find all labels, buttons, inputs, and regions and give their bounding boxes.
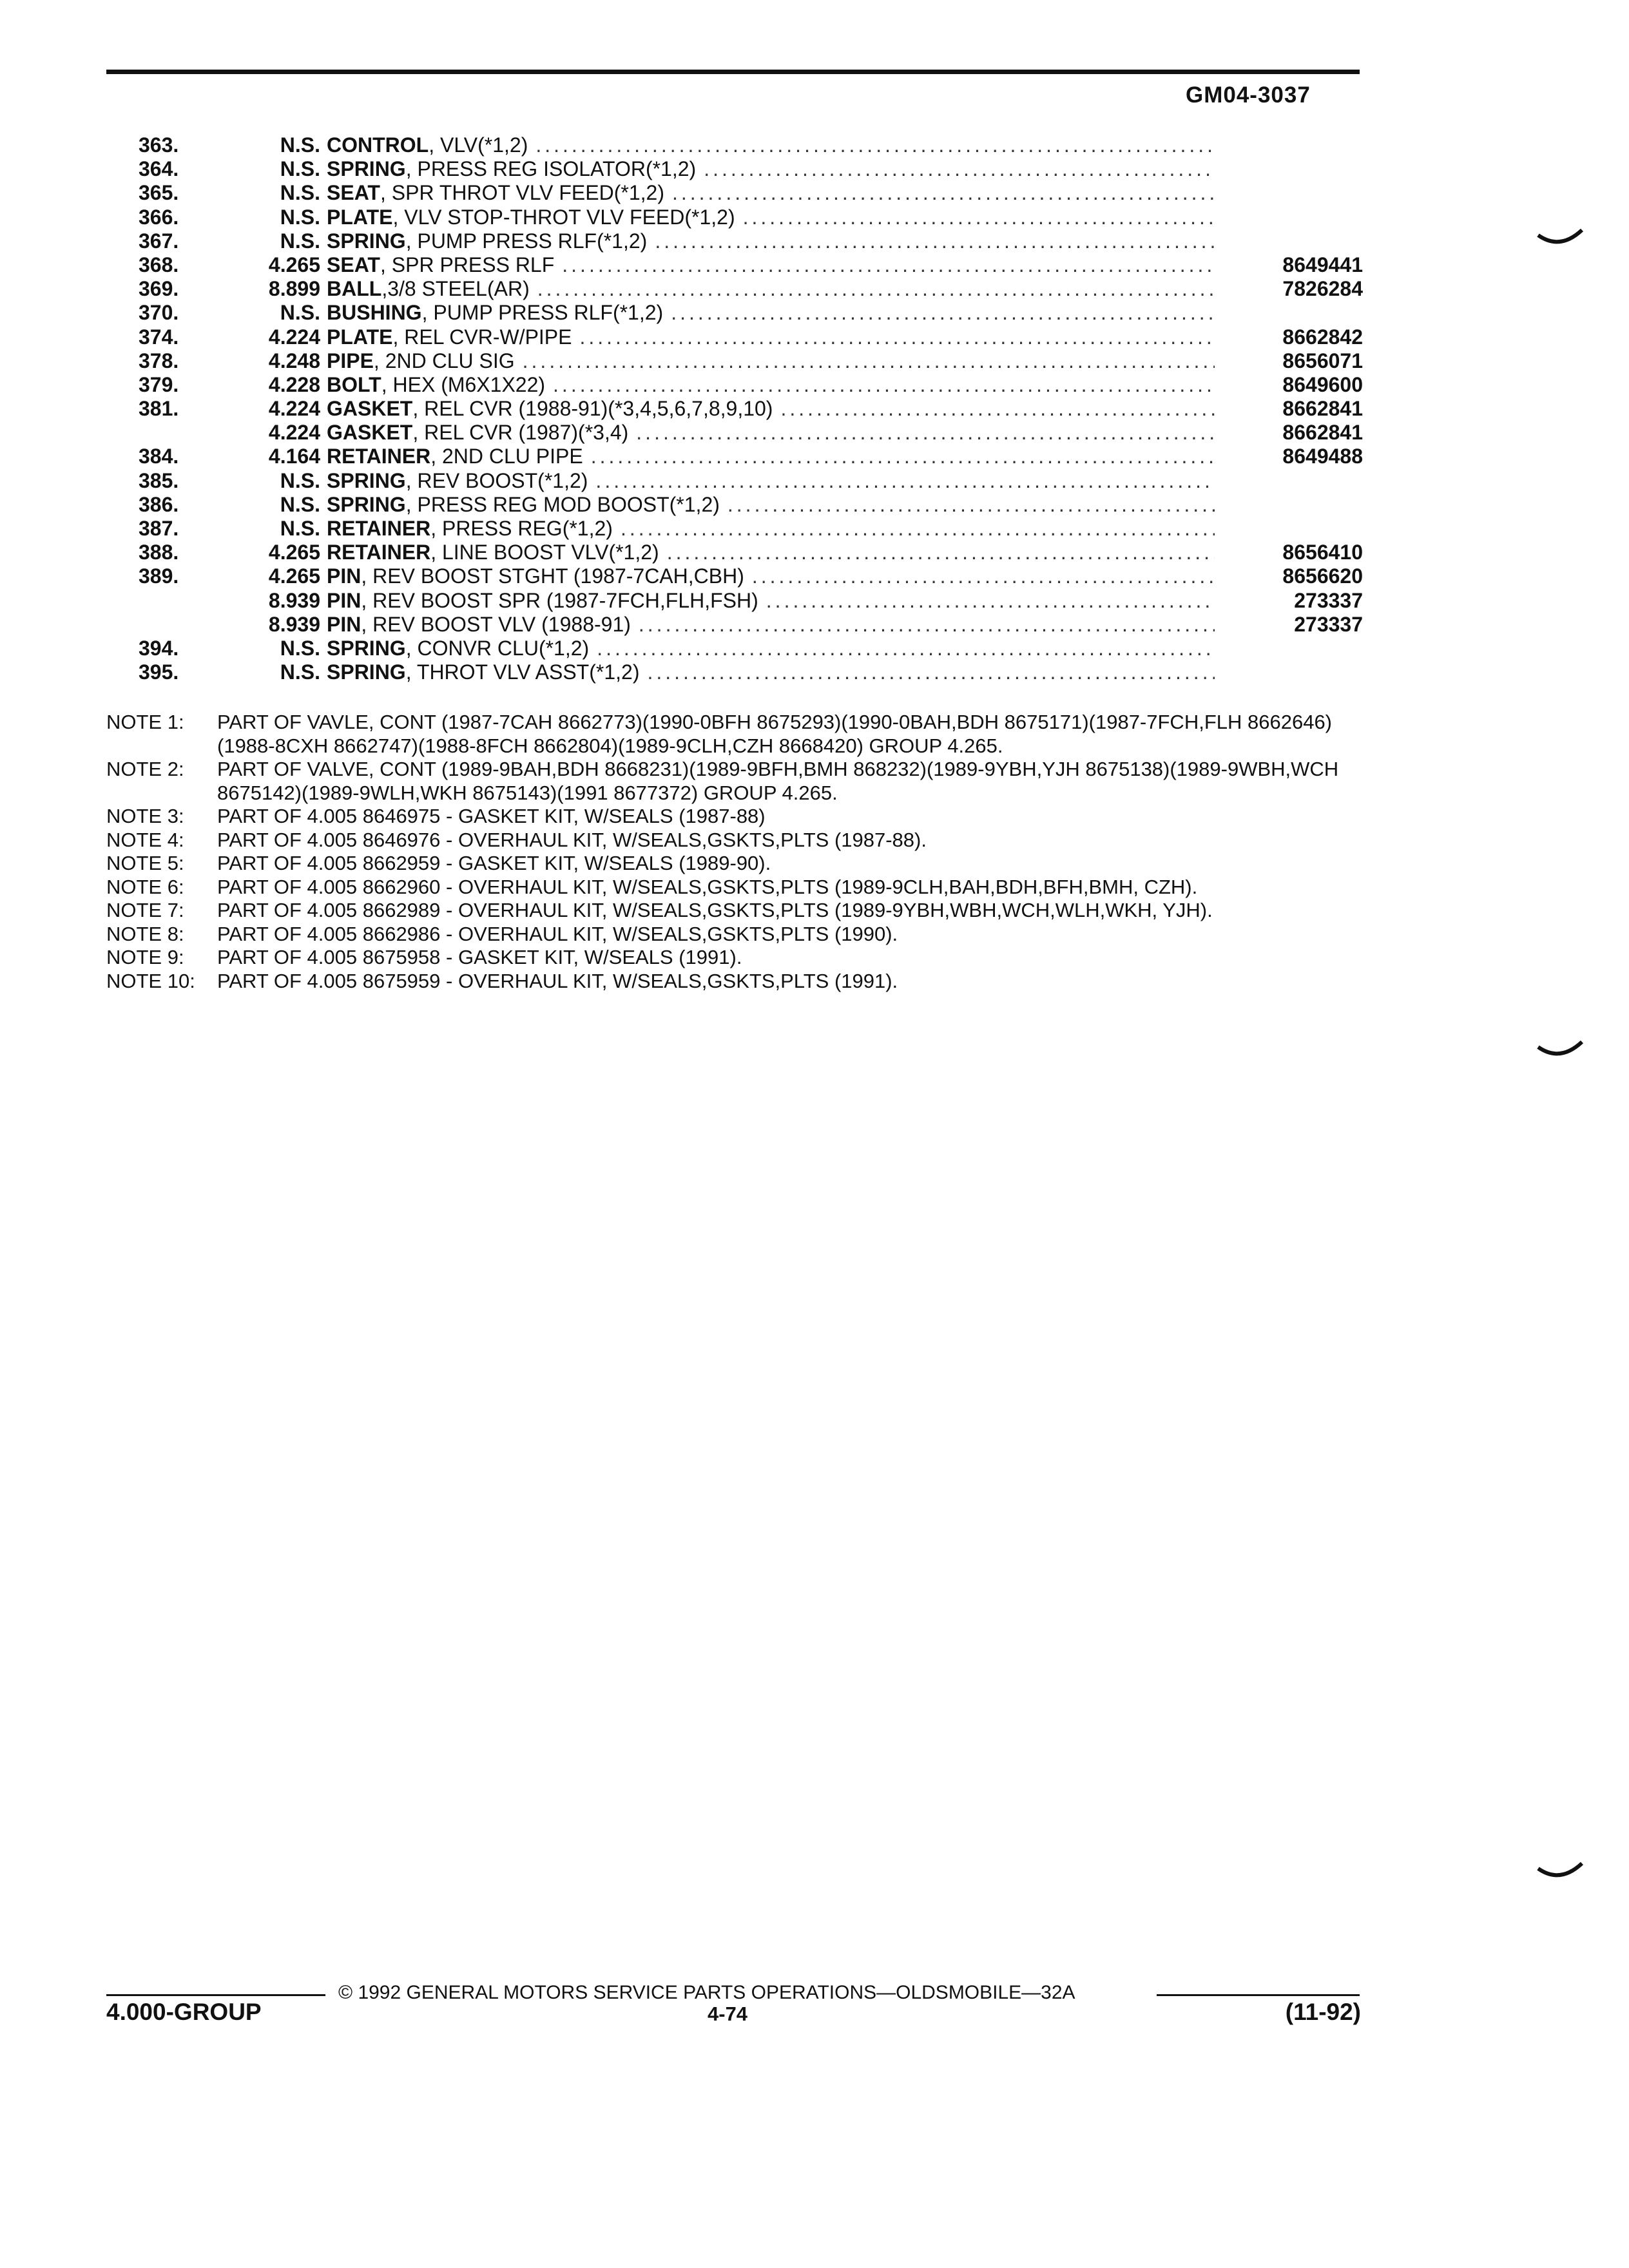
part-description bbox=[327, 493, 1215, 517]
part-row bbox=[106, 660, 1363, 684]
note-text: PART OF 4.005 8675958 - GASKET KIT, W/SEALS (1991). bbox=[217, 946, 742, 968]
part-name: PLATE bbox=[327, 325, 393, 349]
part-row bbox=[106, 133, 1363, 157]
part-detail: , VLV(*1,2) bbox=[429, 133, 528, 157]
part-ref-number: 363. bbox=[139, 133, 179, 157]
part-group-number: 4.265 bbox=[268, 253, 320, 276]
leader-dots bbox=[535, 133, 1215, 157]
part-name: PIN bbox=[327, 564, 361, 588]
part-description bbox=[327, 564, 1215, 588]
part-description bbox=[327, 157, 1215, 181]
note-item bbox=[106, 829, 1369, 852]
leader-dots bbox=[591, 445, 1215, 468]
part-name: RETAINER bbox=[327, 445, 431, 468]
group-label: 4.000-GROUP bbox=[106, 1999, 262, 2025]
part-number: 273337 bbox=[1294, 588, 1363, 612]
part-row bbox=[106, 157, 1363, 181]
part-group-number: 4.224 bbox=[268, 325, 320, 349]
leader-dots bbox=[672, 181, 1215, 205]
part-number: 7826284 bbox=[1282, 277, 1363, 301]
part-description bbox=[327, 397, 1215, 421]
part-ref-number: 378. bbox=[139, 349, 179, 372]
binder-hole-mark-icon bbox=[1537, 1862, 1583, 1885]
part-detail: , SPR THROT VLV FEED(*1,2) bbox=[380, 181, 664, 205]
date-code: (11-92) bbox=[1285, 1999, 1361, 2025]
note-item bbox=[106, 876, 1369, 899]
part-detail: , REV BOOST STGHT (1987-7CAH,CBH) bbox=[361, 564, 744, 588]
leader-dots bbox=[647, 660, 1215, 684]
leader-dots bbox=[537, 277, 1215, 301]
part-detail: , REV BOOST(*1,2) bbox=[405, 468, 588, 492]
leader-dots bbox=[743, 206, 1215, 229]
part-description bbox=[327, 277, 1215, 301]
part-group-number: N.S. bbox=[280, 229, 320, 253]
note-text: PART OF 4.005 8646975 - GASKET KIT, W/SEALS (1987-88) bbox=[217, 805, 766, 827]
part-ref-number: 369. bbox=[139, 277, 179, 301]
part-name: PIPE bbox=[327, 349, 374, 372]
part-row bbox=[106, 564, 1363, 588]
part-detail: , REV BOOST VLV (1988-91) bbox=[361, 612, 631, 636]
part-description bbox=[327, 253, 1215, 277]
part-ref-number: 370. bbox=[139, 301, 179, 325]
note-label: NOTE 6: bbox=[106, 875, 184, 898]
note-item bbox=[106, 970, 1369, 994]
leader-dots bbox=[579, 325, 1215, 349]
part-detail: , 2ND CLU SIG bbox=[373, 349, 515, 372]
part-group-number: 4.265 bbox=[268, 564, 320, 588]
part-ref-number: 386. bbox=[139, 492, 179, 516]
part-description bbox=[327, 229, 1215, 253]
part-name: RETAINER bbox=[327, 541, 431, 564]
part-ref-number: 379. bbox=[139, 372, 179, 396]
leader-dots bbox=[523, 349, 1215, 373]
part-group-number: N.S. bbox=[280, 301, 320, 325]
part-detail: , HEX (M6X1X22) bbox=[381, 372, 546, 396]
part-row bbox=[106, 517, 1363, 541]
part-description bbox=[327, 589, 1215, 613]
leader-dots bbox=[704, 157, 1215, 181]
note-item bbox=[106, 758, 1369, 805]
part-group-number: 4.248 bbox=[268, 349, 320, 372]
part-group-number: 4.164 bbox=[268, 445, 320, 468]
part-ref-number: 367. bbox=[139, 229, 179, 253]
part-row bbox=[106, 181, 1363, 205]
part-number: 8656410 bbox=[1282, 541, 1363, 564]
part-number: 8662841 bbox=[1282, 397, 1363, 421]
leader-dots bbox=[636, 421, 1215, 445]
part-name: CONTROL bbox=[327, 133, 429, 157]
part-detail: , VLV STOP-THROT VLV FEED(*1,2) bbox=[392, 205, 735, 229]
binder-hole-mark-icon bbox=[1537, 229, 1583, 252]
note-text: PART OF VAVLE, CONT (1987-7CAH 8662773)(1990-0BFH 8675293)(1990-0BAH,BDH 8675171)(1987-7FCH,FLH 8662646)(1988-8CXH 8662747)(1988-8FCH 8662804)(1989-9CLH,CZH 8668420) GROUP 4.265. bbox=[217, 711, 1333, 757]
part-number: 8662841 bbox=[1282, 421, 1363, 445]
part-description bbox=[327, 349, 1215, 373]
part-number: 8656620 bbox=[1282, 564, 1363, 588]
binder-hole-mark-icon bbox=[1537, 1041, 1583, 1064]
part-group-number: 4.224 bbox=[268, 397, 320, 421]
part-detail: , PRESS REG ISOLATOR(*1,2) bbox=[405, 157, 697, 181]
part-group-number: 4.224 bbox=[268, 421, 320, 445]
part-name: BOLT bbox=[327, 372, 381, 396]
leader-dots bbox=[597, 637, 1215, 660]
part-name: SPRING bbox=[327, 492, 406, 516]
note-text: PART OF 4.005 8662986 - OVERHAUL KIT, W/SEALS,GSKTS,PLTS (1990). bbox=[217, 922, 898, 945]
leader-dots bbox=[667, 541, 1215, 564]
note-item bbox=[106, 899, 1369, 923]
part-number: 8649600 bbox=[1282, 372, 1363, 396]
part-name: SEAT bbox=[327, 253, 380, 276]
note-item bbox=[106, 946, 1369, 970]
part-ref-number: 388. bbox=[139, 541, 179, 564]
part-name: SPRING bbox=[327, 229, 406, 253]
part-row bbox=[106, 206, 1363, 229]
note-item bbox=[106, 923, 1369, 947]
note-label: NOTE 4: bbox=[106, 828, 184, 851]
part-name: BALL bbox=[327, 277, 382, 301]
leader-dots bbox=[639, 613, 1215, 637]
part-number: 8649441 bbox=[1282, 253, 1363, 276]
part-ref-number: 381. bbox=[139, 397, 179, 421]
part-group-number: 8.899 bbox=[268, 277, 320, 301]
part-detail: , PUMP PRESS RLF(*1,2) bbox=[421, 301, 664, 325]
note-label: NOTE 2: bbox=[106, 758, 184, 780]
part-group-number: N.S. bbox=[280, 660, 320, 684]
part-detail: , PRESS REG MOD BOOST(*1,2) bbox=[405, 492, 720, 516]
note-text: PART OF 4.005 8662959 - GASKET KIT, W/SEALS (1989-90). bbox=[217, 852, 771, 874]
part-row bbox=[106, 277, 1363, 301]
note-text: PART OF 4.005 8662989 - OVERHAUL KIT, W/SEALS,GSKTS,PLTS (1989-9YBH,WBH,WCH,WLH,WKH, YJH). bbox=[217, 899, 1213, 921]
part-row bbox=[106, 613, 1363, 637]
part-row bbox=[106, 253, 1363, 277]
part-group-number: N.S. bbox=[280, 468, 320, 492]
part-ref-number: 384. bbox=[139, 445, 179, 468]
part-group-number: N.S. bbox=[280, 157, 320, 181]
note-text: PART OF 4.005 8675959 - OVERHAUL KIT, W/SEALS,GSKTS,PLTS (1991). bbox=[217, 969, 898, 992]
part-name: GASKET bbox=[327, 421, 413, 445]
part-group-number: 4.228 bbox=[268, 372, 320, 396]
part-row bbox=[106, 397, 1363, 421]
part-group-number: 4.265 bbox=[268, 541, 320, 564]
note-label: NOTE 8: bbox=[106, 922, 184, 945]
part-name: SPRING bbox=[327, 157, 406, 181]
part-ref-number: 374. bbox=[139, 325, 179, 349]
part-description bbox=[327, 517, 1215, 541]
leader-dots bbox=[595, 469, 1215, 493]
note-label: NOTE 7: bbox=[106, 899, 184, 921]
note-label: NOTE 5: bbox=[106, 852, 184, 874]
part-name: PLATE bbox=[327, 205, 393, 229]
part-detail: , THROT VLV ASST(*1,2) bbox=[405, 660, 640, 684]
part-group-number: N.S. bbox=[280, 181, 320, 205]
part-detail: ,3/8 STEEL(AR) bbox=[381, 277, 530, 301]
part-description bbox=[327, 133, 1215, 157]
note-item bbox=[106, 852, 1369, 876]
part-detail: , REV BOOST SPR (1987-7FCH,FLH,FSH) bbox=[361, 588, 758, 612]
part-detail: , PRESS REG(*1,2) bbox=[430, 517, 613, 540]
note-label: NOTE 10: bbox=[106, 969, 195, 992]
part-name: GASKET bbox=[327, 397, 413, 421]
part-row bbox=[106, 445, 1363, 468]
part-description bbox=[327, 445, 1215, 468]
part-group-number: N.S. bbox=[280, 492, 320, 516]
part-description bbox=[327, 541, 1215, 564]
part-row bbox=[106, 637, 1363, 660]
leader-dots bbox=[728, 493, 1215, 517]
part-row bbox=[106, 373, 1363, 397]
part-row bbox=[106, 301, 1363, 325]
part-row bbox=[106, 589, 1363, 613]
part-group-number: N.S. bbox=[280, 636, 320, 660]
part-row bbox=[106, 325, 1363, 349]
parts-list bbox=[106, 133, 1363, 684]
part-detail: , REL CVR (1988-91)(*3,4,5,6,7,8,9,10) bbox=[412, 397, 773, 421]
part-number: 8656071 bbox=[1282, 349, 1363, 372]
part-description bbox=[327, 421, 1215, 445]
part-ref-number: 385. bbox=[139, 468, 179, 492]
part-name: PIN bbox=[327, 612, 361, 636]
part-ref-number: 364. bbox=[139, 157, 179, 181]
note-label: NOTE 3: bbox=[106, 805, 184, 827]
part-description bbox=[327, 660, 1215, 684]
page-number: 4-74 bbox=[708, 2003, 748, 2025]
part-name: SPRING bbox=[327, 660, 406, 684]
leader-dots bbox=[553, 373, 1215, 397]
part-detail: , LINE BOOST VLV(*1,2) bbox=[430, 541, 659, 564]
note-text: PART OF 4.005 8646976 - OVERHAUL KIT, W/SEALS,GSKTS,PLTS (1987-88). bbox=[217, 828, 927, 851]
part-description bbox=[327, 469, 1215, 493]
note-item bbox=[106, 805, 1369, 829]
part-description bbox=[327, 206, 1215, 229]
part-group-number: N.S. bbox=[280, 205, 320, 229]
part-number: 8649488 bbox=[1282, 445, 1363, 468]
part-group-number: 8.939 bbox=[268, 612, 320, 636]
part-description bbox=[327, 181, 1215, 205]
part-name: SEAT bbox=[327, 181, 380, 205]
leader-dots bbox=[780, 397, 1215, 421]
part-description bbox=[327, 373, 1215, 397]
part-row bbox=[106, 541, 1363, 564]
part-name: SPRING bbox=[327, 468, 406, 492]
part-detail: , 2ND CLU PIPE bbox=[430, 445, 583, 468]
part-ref-number: 394. bbox=[139, 636, 179, 660]
part-ref-number: 368. bbox=[139, 253, 179, 276]
part-row bbox=[106, 421, 1363, 445]
part-detail: , REL CVR (1987)(*3,4) bbox=[412, 421, 629, 445]
part-row bbox=[106, 469, 1363, 493]
leader-dots bbox=[621, 517, 1215, 541]
document-code: GM04-3037 bbox=[1186, 82, 1311, 108]
part-name: PIN bbox=[327, 588, 361, 612]
note-text: PART OF 4.005 8662960 - OVERHAUL KIT, W/SEALS,GSKTS,PLTS (1989-9CLH,BAH,BDH,BFH,BMH, CZH). bbox=[217, 875, 1198, 898]
part-ref-number: 389. bbox=[139, 564, 179, 588]
part-description bbox=[327, 325, 1215, 349]
header-rule bbox=[106, 70, 1360, 74]
part-row bbox=[106, 493, 1363, 517]
part-row bbox=[106, 229, 1363, 253]
leader-dots bbox=[671, 301, 1215, 325]
part-ref-number: 365. bbox=[139, 181, 179, 205]
note-text: PART OF VALVE, CONT (1989-9BAH,BDH 8668231)(1989-9BFH,BMH 868232)(1989-9YBH,YJH 8675138)(1989-9WBH,WCH 8675142)(1989-9WLH,WKH 8675143)(1991 8677372) GROUP 4.265. bbox=[217, 758, 1339, 804]
part-detail: , PUMP PRESS RLF(*1,2) bbox=[405, 229, 648, 253]
part-description bbox=[327, 637, 1215, 660]
part-detail: , CONVR CLU(*1,2) bbox=[405, 636, 590, 660]
notes-section bbox=[106, 711, 1369, 993]
note-item bbox=[106, 711, 1369, 758]
leader-dots bbox=[766, 589, 1215, 613]
part-number: 8662842 bbox=[1282, 325, 1363, 349]
leader-dots bbox=[752, 564, 1215, 588]
part-group-number: N.S. bbox=[280, 133, 320, 157]
part-name: BUSHING bbox=[327, 301, 422, 325]
part-detail: , REL CVR-W/PIPE bbox=[392, 325, 572, 349]
note-label: NOTE 1: bbox=[106, 711, 184, 733]
part-description bbox=[327, 301, 1215, 325]
part-group-number: N.S. bbox=[280, 517, 320, 540]
part-ref-number: 387. bbox=[139, 517, 179, 540]
note-label: NOTE 9: bbox=[106, 946, 184, 968]
part-row bbox=[106, 349, 1363, 373]
part-group-number: 8.939 bbox=[268, 588, 320, 612]
copyright-line: © 1992 GENERAL MOTORS SERVICE PARTS OPERATIONS—OLDSMOBILE—32A bbox=[338, 1982, 1075, 2003]
leader-dots bbox=[655, 229, 1215, 253]
part-name: RETAINER bbox=[327, 517, 431, 540]
part-number: 273337 bbox=[1294, 612, 1363, 636]
part-ref-number: 395. bbox=[139, 660, 179, 684]
part-name: SPRING bbox=[327, 636, 406, 660]
part-description bbox=[327, 613, 1215, 637]
footer-rule-left bbox=[106, 1994, 325, 1996]
leader-dots bbox=[562, 253, 1215, 277]
footer-rule-right bbox=[1157, 1994, 1360, 1996]
part-ref-number: 366. bbox=[139, 205, 179, 229]
part-detail: , SPR PRESS RLF bbox=[380, 253, 555, 276]
